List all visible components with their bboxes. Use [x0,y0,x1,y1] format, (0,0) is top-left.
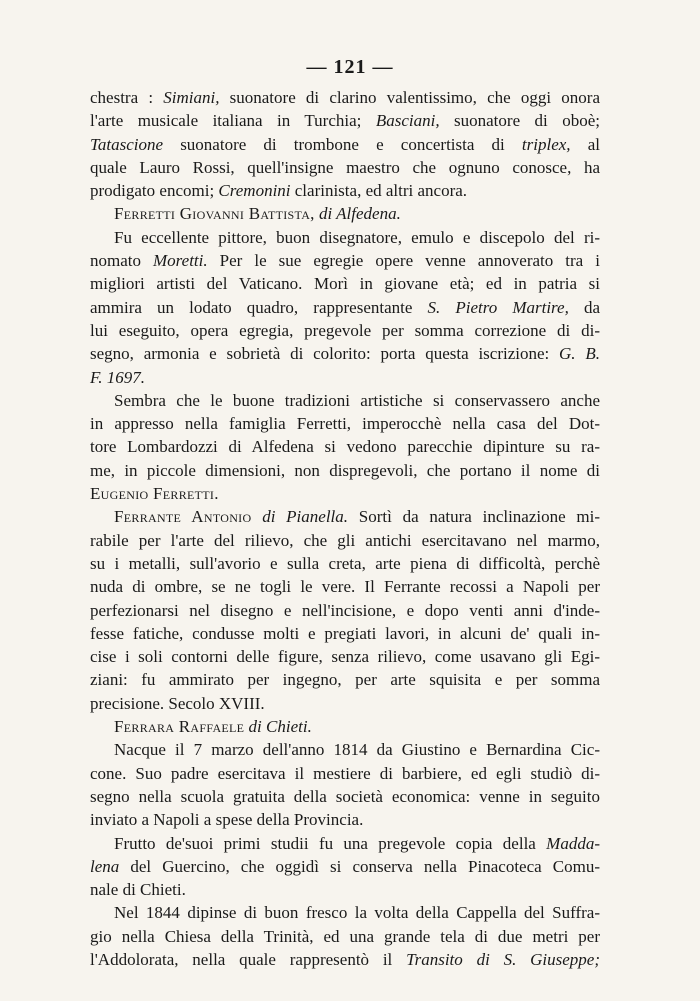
text-line [90,109,600,132]
italic-text: triplex, [521,134,571,154]
text-run: ziani: fu ammirato per ingegno, per arte squisita e per somma [90,670,600,690]
text-run: nomato [90,251,154,271]
text-line [90,599,600,622]
text-run: lui eseguito, opera egregia, pregevole per somma correzione di di- [90,320,600,340]
text-run: suonatore di clarino valentissimo, che oggi onora [219,88,600,107]
text-line [90,86,600,109]
text-line [90,925,600,948]
text-run: tore Lombardozzi di Alfedena si vedono parecchie dipinture su ra- [90,437,600,457]
body-text [90,86,600,971]
italic-text: Basciani, [375,111,440,131]
text-run: in appresso nella famiglia Ferretti, imperocchè nella casa del Dot- [90,414,600,434]
text-line [90,226,600,249]
text-run: migliori artisti del Vaticano. Morì in giovane età; ed in patria si [90,274,600,294]
text-run: perfezionarsi nel disegno e nell'incisione, e dopo venti anni d'inde- [90,600,600,620]
italic-text: S. Pietro Martire, [427,297,569,317]
text-line [90,156,600,179]
text-run: Nacque il 7 marzo dell'anno 1814 da Giustino e Bernardina Cic- [114,740,600,760]
text-line [90,529,600,552]
text-run: al [570,134,600,154]
italic-text: Cremonini [218,181,291,201]
text-run: segno nella scuola gratuita della società economica: venne in seguito [90,786,600,806]
name-heading: Ferretti Giovanni Battista, [114,204,315,224]
text-run: Per le sue egregie opere venne annoverato tra i [207,251,600,271]
text-line [90,668,600,691]
text-line [90,762,600,785]
italic-text: Madda- [546,833,600,853]
text-run: ammira un lodato quadro, rappresentante [90,297,428,317]
italic-text: di Alfedena. [318,204,401,224]
text-line [90,179,600,202]
text-run: del Guercino, che oggidì si conserva nella Pinacoteca Comu- [119,856,600,876]
text-line [90,249,600,272]
text-run: Fu eccellente pittore, buon disegnatore, emulo e discepolo del ri- [114,227,600,247]
text-line [90,296,600,319]
text-line [90,272,600,295]
italic-text: di Chieti. [248,717,312,737]
text-line [90,482,600,505]
text-line [90,855,600,878]
text-line [90,575,600,598]
text-run: me, in piccole dimensioni, non dispregevoli, che portano il nome di [90,460,600,480]
text-run: quale Lauro Rossi, quell'insigne maestro che ognuno conosce, ha [90,157,600,177]
text-run: da [568,297,600,317]
text-line [90,785,600,808]
text-run: prodigato encomi; [90,181,219,201]
text-line [90,505,600,528]
text-run [251,507,262,526]
italic-text: lena [90,856,120,876]
text-line [90,552,600,575]
text-run: nuda di ombre, se ne togli le vere. Il Ferrante recossi a Napoli per [90,577,600,597]
text-run: l'arte musicale italiana in Turchia; [90,111,376,131]
text-run: Sembra che le buone tradizioni artistiche si conservassero anche [114,390,600,410]
italic-text: G. B. [559,344,600,364]
text-run: suonatore di oboè; [439,111,600,131]
italic-text: Transito di S. Giuseppe; [406,949,600,969]
text-line [90,645,600,668]
text-line [90,366,600,389]
name-heading: Eugenio Ferretti. [90,484,219,504]
italic-text: Tatascione [90,134,164,154]
text-run: chestra : [90,88,164,107]
text-run: precisione. Secolo XVIII. [90,693,265,713]
text-line [90,202,600,225]
text-run: gio nella Chiesa della Trinità, ed una grande tela di due metri per [90,926,600,946]
text-line [90,133,600,156]
text-run: inviato a Napoli a spese della Provincia. [90,810,364,830]
page-number: — 121 — [306,56,394,78]
text-line [90,435,600,458]
text-run: segno, armonia e sobrietà di colorito: porta questa iscrizione: [90,344,560,364]
text-run: suonatore di trombone e concertista di [163,134,522,154]
italic-text: F. 1697. [90,367,145,387]
text-line [90,389,600,412]
text-run: l'Addolorata, nella quale rappresentò il [90,949,407,969]
text-line [90,715,600,738]
text-line [90,319,600,342]
text-line [90,832,600,855]
text-run: Nel 1844 dipinse di buon fresco la volta della Cappella del Suffra- [114,903,600,923]
text-run: rabile per l'arte del rilievo, che gli antichi esercitavano nel marmo, [90,530,600,550]
text-line [90,878,600,901]
text-line [90,901,600,924]
text-line [90,692,600,715]
text-line [90,948,600,971]
text-run: nale di Chieti. [90,880,186,900]
name-heading: Ferrante Antonio [114,507,252,527]
text-line [90,622,600,645]
italic-text: Simiani, [163,88,220,107]
text-run: Frutto de'suoi primi studii fu una pregevole copia della [114,833,547,853]
text-run: cone. Suo padre esercitava il mestiere di barbiere, ed egli studiò di- [90,763,600,783]
text-line [90,808,600,831]
text-run: fesse fatiche, condusse molti e pregiati lavori, in alcuni de' quali in- [90,623,600,643]
text-line [90,342,600,365]
italic-text: di Pianella. [262,507,349,527]
text-run: Sortì da natura inclinazione mi- [348,507,601,527]
text-run: cise i soli contorni delle figure, senza rilievo, come usavano gli Egi- [90,647,600,667]
text-line [90,738,600,761]
text-run: su i metalli, sull'avorio e sulla creta, arte piena di difficoltà, perchè [90,553,600,573]
italic-text: Moretti. [153,251,208,271]
text-run: clarinista, ed altri ancora. [290,181,468,201]
text-line [90,459,600,482]
name-heading: Ferrara Raffaele [114,717,245,737]
text-line [90,412,600,435]
